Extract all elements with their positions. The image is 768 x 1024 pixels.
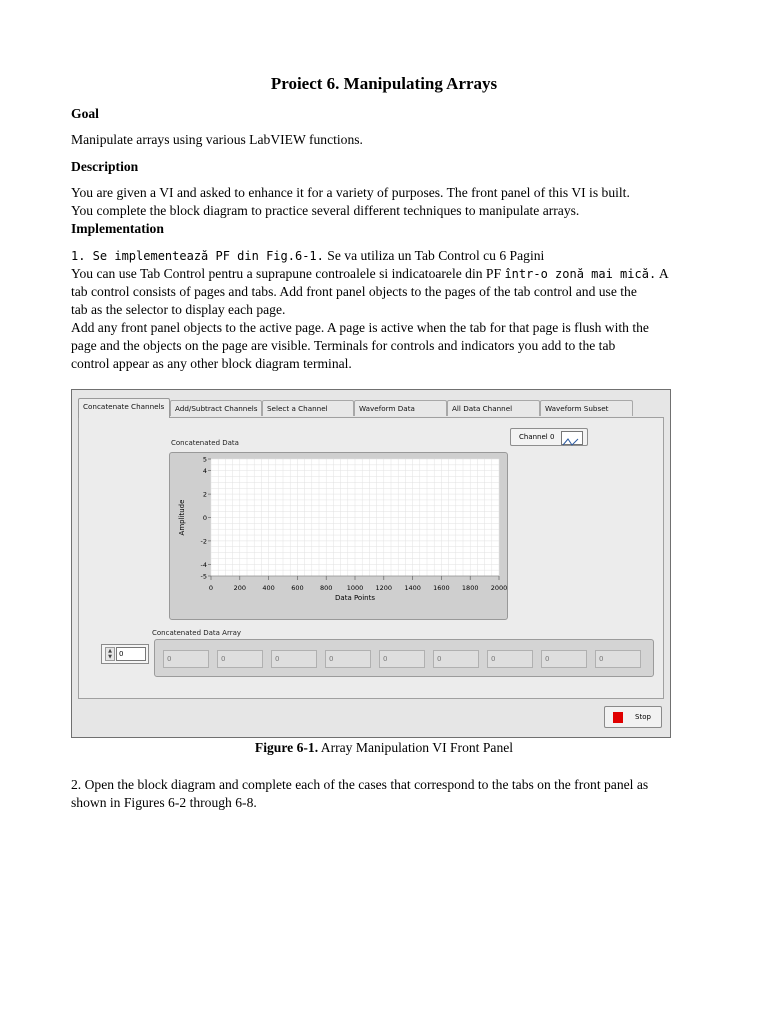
- stop-label: Stop: [635, 713, 651, 721]
- x-ticks: [209, 576, 507, 592]
- x-tick-label: 2000: [490, 584, 507, 592]
- x-axis-label: Data Points: [335, 594, 375, 602]
- step2-line-2: shown in Figures 6-2 through 6-8.: [71, 795, 257, 810]
- description-line-1: You are given a VI and asked to enhance it for a variety of purposes. The front panel of this VI is built.: [71, 185, 630, 200]
- graph-label: Concatenated Data: [171, 439, 239, 447]
- x-tick-label: 800: [319, 584, 333, 592]
- tab-add-subtract-channels[interactable]: Add/Subtract Channels: [170, 400, 262, 416]
- caption-rest: Array Manipulation VI Front Panel: [318, 740, 514, 755]
- step2-text: [71, 776, 721, 812]
- y-tick-label: 5: [202, 455, 207, 464]
- array-cell: 0: [271, 650, 317, 668]
- line-b1: Add any front panel objects to the active page. A page is active when the tab for that page is flush with the: [71, 320, 649, 335]
- waveform-icon: [562, 437, 580, 447]
- stop-button[interactable]: [604, 706, 662, 728]
- tab-page: [78, 417, 664, 699]
- y-tick-label: 2: [202, 490, 207, 499]
- tab-all-data-channel[interactable]: All Data Channel: [447, 400, 540, 416]
- y-tick-label: -2: [200, 537, 207, 546]
- plot-style-swatch[interactable]: [561, 431, 583, 445]
- array-cell: 0: [325, 650, 371, 668]
- x-tick-label: 0: [208, 584, 214, 592]
- step1-mono: 1. Se implementează PF din Fig.6-1.: [71, 249, 324, 263]
- array-index-control[interactable]: [101, 644, 149, 664]
- graph-svg: [170, 453, 507, 619]
- x-tick-label: 1800: [461, 584, 479, 592]
- array-cell: 0: [163, 650, 209, 668]
- x-tick-label: 200: [233, 584, 247, 592]
- goal-text: Manipulate arrays using various LabVIEW functions.: [71, 132, 363, 147]
- y-tick-label: -4: [200, 560, 207, 569]
- line-a3: tab as the selector to display each page.: [71, 302, 286, 317]
- array-label: Concatenated Data Array: [152, 629, 242, 637]
- tab-waveform-data[interactable]: Waveform Data: [354, 400, 447, 416]
- grid: [211, 459, 499, 576]
- line-a1: You can use Tab Control pentru a suprapune controalele si indicatoarele din PF: [71, 266, 505, 281]
- line-b2: page and the objects on the page are visible. Terminals for controls and indicators you add to the tab: [71, 338, 616, 353]
- description-line-2: You complete the block diagram to practice several different techniques to manipulate arrays.: [71, 203, 580, 218]
- implementation-heading: Implementation: [71, 221, 164, 236]
- step1-rest: Se va utiliza un Tab Control cu 6 Pagini: [323, 248, 545, 263]
- tab-concatenate-channels[interactable]: Concatenate Channels: [78, 398, 170, 418]
- index-value[interactable]: 0: [116, 647, 146, 661]
- x-tick-label: 1200: [375, 584, 393, 592]
- line-b3: control appear as any other block diagram terminal.: [71, 356, 352, 371]
- y-tick-label: 0: [202, 514, 207, 522]
- step2-line-1: 2. Open the block diagram and complete each of the cases that correspond to the tabs on the front panel as: [71, 777, 649, 792]
- implementation-text: [71, 247, 721, 373]
- array-cell: 0: [487, 650, 533, 668]
- y-axis-label: Amplitude: [178, 499, 186, 536]
- stop-led-icon: [613, 712, 623, 723]
- front-panel-figure: [71, 389, 671, 738]
- figure-caption: [0, 740, 768, 756]
- tab-select-a-channel[interactable]: Select a Channel: [262, 400, 354, 416]
- y-tick-label: 4: [202, 467, 207, 476]
- line-a2: tab control consists of pages and tabs. Add front panel objects to the pages of the tab control and use the: [71, 284, 637, 299]
- line-a1-end: A: [656, 266, 669, 281]
- index-spinner[interactable]: ▲ ▼: [105, 647, 115, 661]
- x-tick-label: 1600: [433, 584, 450, 592]
- tab-waveform-subset[interactable]: Waveform Subset: [540, 400, 633, 416]
- waveform-graph[interactable]: [169, 452, 508, 620]
- x-tick-label: 600: [291, 584, 304, 592]
- y-tick-label: -5: [200, 572, 207, 581]
- tab-bar: [78, 398, 664, 418]
- goal-heading: Goal: [71, 106, 99, 121]
- line-a1-mono: într-o zonă mai mică.: [504, 267, 657, 281]
- legend-label: Channel 0: [519, 433, 555, 441]
- array-cell: 0: [433, 650, 479, 668]
- page-title: Proiect 6. Manipulating Arrays: [270, 74, 498, 93]
- caption-bold: Figure 6-1.: [254, 740, 319, 755]
- y-ticks: [201, 456, 211, 581]
- description-text: [71, 184, 721, 220]
- array-cell: 0: [541, 650, 587, 668]
- array-cell: 0: [595, 650, 641, 668]
- x-tick-label: 400: [262, 584, 275, 592]
- concatenated-data-array: [154, 639, 654, 677]
- description-heading: Description: [71, 159, 139, 174]
- plot-legend[interactable]: [510, 428, 588, 446]
- x-tick-label: 1000: [346, 584, 364, 592]
- x-tick-label: 1400: [404, 584, 421, 592]
- array-cell: 0: [379, 650, 425, 668]
- array-cell: 0: [217, 650, 263, 668]
